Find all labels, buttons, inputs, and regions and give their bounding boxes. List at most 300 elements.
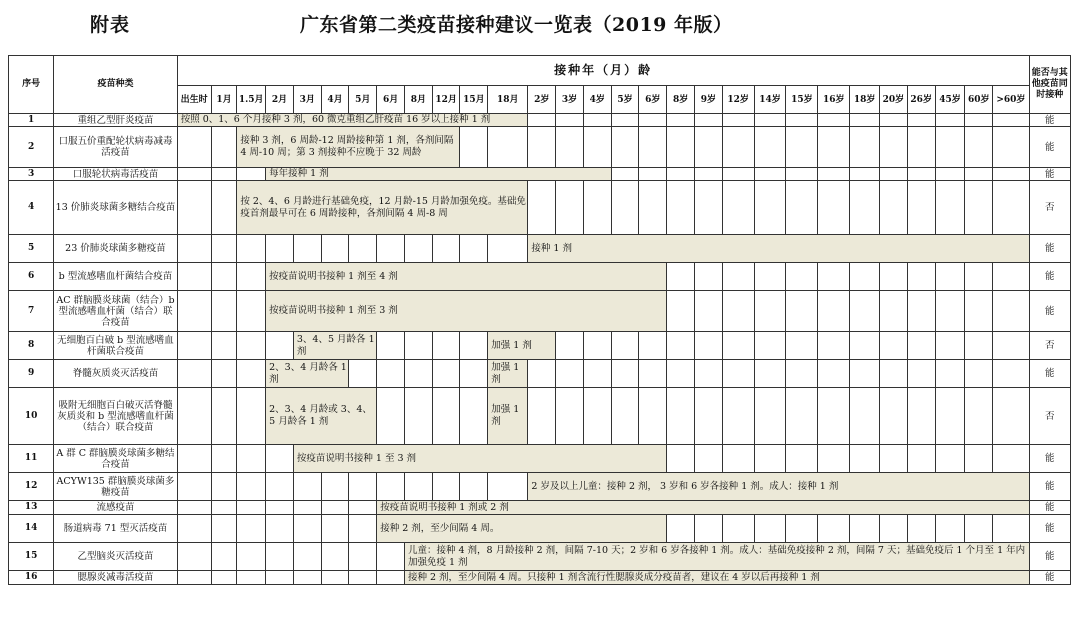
empty-cell: [639, 181, 667, 235]
empty-cell: [993, 263, 1029, 291]
empty-cell: [237, 332, 266, 360]
row-number: 4: [9, 181, 54, 235]
header-age: 12月: [432, 86, 460, 114]
empty-cell: [993, 127, 1029, 168]
empty-cell: [935, 332, 965, 360]
empty-cell: [237, 263, 266, 291]
header-vaccine: 疫苗种类: [54, 56, 177, 114]
empty-cell: [583, 181, 611, 235]
vaccine-name: ACYW135 群脑膜炎球菌多糖疫苗: [54, 473, 177, 501]
empty-cell: [266, 543, 294, 571]
table-row: [9, 473, 1071, 501]
empty-cell: [935, 127, 965, 168]
empty-cell: [237, 360, 266, 388]
header-age: 1月: [211, 86, 237, 114]
row-number: 11: [9, 445, 54, 473]
empty-cell: [694, 360, 722, 388]
vaccine-name: A 群 C 群脑膜炎球菌多糖结合疫苗: [54, 445, 177, 473]
vaccine-name: 腮腺炎减毒活疫苗: [54, 571, 177, 585]
empty-cell: [321, 235, 349, 263]
empty-cell: [556, 332, 584, 360]
empty-cell: [935, 388, 965, 445]
empty-cell: [993, 388, 1029, 445]
schedule-span: 接种 2 剂，至少间隔 4 周。: [377, 515, 667, 543]
empty-cell: [211, 571, 237, 585]
empty-cell: [293, 501, 321, 515]
empty-cell: [639, 388, 667, 445]
empty-cell: [786, 445, 818, 473]
empty-cell: [266, 515, 294, 543]
empty-cell: [377, 332, 405, 360]
coadmin-answer: 能: [1029, 263, 1070, 291]
empty-cell: [993, 291, 1029, 332]
table-row: [9, 571, 1071, 585]
empty-cell: [965, 291, 993, 332]
empty-cell: [639, 168, 667, 181]
empty-cell: [432, 235, 460, 263]
empty-cell: [177, 291, 211, 332]
empty-cell: [965, 388, 993, 445]
empty-cell: [321, 501, 349, 515]
empty-cell: [722, 263, 754, 291]
schedule-span: 加强 1 剂: [488, 388, 528, 445]
empty-cell: [786, 263, 818, 291]
empty-cell: [211, 168, 237, 181]
table-row: [9, 388, 1071, 445]
row-number: 5: [9, 235, 54, 263]
empty-cell: [211, 543, 237, 571]
empty-cell: [611, 114, 639, 127]
table-row: [9, 291, 1071, 332]
empty-cell: [237, 445, 266, 473]
empty-cell: [694, 291, 722, 332]
header-age: 1.5月: [237, 86, 266, 114]
vaccine-name: 脊髓灰质炎灭活疫苗: [54, 360, 177, 388]
empty-cell: [266, 501, 294, 515]
row-number: 16: [9, 571, 54, 585]
header-age: 15月: [460, 86, 488, 114]
empty-cell: [880, 114, 908, 127]
row-number: 3: [9, 168, 54, 181]
empty-cell: [722, 114, 754, 127]
empty-cell: [211, 263, 237, 291]
empty-cell: [432, 473, 460, 501]
empty-cell: [786, 291, 818, 332]
empty-cell: [583, 388, 611, 445]
schedule-span: 按照 0、1、6 个月接种 3 剂，60 微克重组乙肝疫苗 16 岁以上接种 1 剂: [177, 114, 528, 127]
coadmin-answer: 能: [1029, 543, 1070, 571]
empty-cell: [818, 388, 850, 445]
empty-cell: [349, 473, 377, 501]
empty-cell: [177, 168, 211, 181]
header-age: 15岁: [786, 86, 818, 114]
empty-cell: [907, 445, 935, 473]
header-age: 18岁: [850, 86, 880, 114]
empty-cell: [293, 543, 321, 571]
empty-cell: [993, 445, 1029, 473]
schedule-span: 加强 1 剂: [488, 360, 528, 388]
empty-cell: [818, 181, 850, 235]
empty-cell: [667, 360, 695, 388]
empty-cell: [907, 127, 935, 168]
empty-cell: [907, 515, 935, 543]
empty-cell: [177, 501, 211, 515]
empty-cell: [349, 360, 377, 388]
schedule-span: 接种 3 剂，6 周龄-12 周龄接种第 1 剂，各剂间隔 4 周-10 周；第 3 剂接种不应晚于 32 周龄: [237, 127, 460, 168]
empty-cell: [237, 501, 266, 515]
empty-cell: [639, 360, 667, 388]
empty-cell: [754, 127, 786, 168]
empty-cell: [377, 360, 405, 388]
vaccine-name: 23 价肺炎球菌多糖疫苗: [54, 235, 177, 263]
empty-cell: [177, 388, 211, 445]
coadmin-answer: 能: [1029, 445, 1070, 473]
empty-cell: [880, 291, 908, 332]
empty-cell: [694, 181, 722, 235]
table-row: [9, 360, 1071, 388]
empty-cell: [965, 127, 993, 168]
empty-cell: [377, 388, 405, 445]
empty-cell: [611, 181, 639, 235]
header-age: 8月: [404, 86, 432, 114]
empty-cell: [754, 168, 786, 181]
coadmin-answer: 否: [1029, 388, 1070, 445]
empty-cell: [935, 181, 965, 235]
empty-cell: [786, 515, 818, 543]
empty-cell: [293, 473, 321, 501]
empty-cell: [177, 263, 211, 291]
header-seq: 序号: [9, 56, 54, 114]
empty-cell: [786, 127, 818, 168]
empty-cell: [965, 445, 993, 473]
empty-cell: [177, 473, 211, 501]
empty-cell: [818, 332, 850, 360]
empty-cell: [935, 263, 965, 291]
empty-cell: [935, 515, 965, 543]
schedule-span: 2、3、4 月龄各 1 剂: [266, 360, 349, 388]
empty-cell: [432, 360, 460, 388]
header-age: 4月: [321, 86, 349, 114]
vaccine-schedule-table: [8, 55, 1071, 585]
empty-cell: [611, 127, 639, 168]
schedule-span: 按疫苗说明书接种 1 剂或 2 剂: [377, 501, 1029, 515]
empty-cell: [880, 388, 908, 445]
empty-cell: [694, 168, 722, 181]
empty-cell: [786, 168, 818, 181]
schedule-span: 每年接种 1 剂: [266, 168, 612, 181]
empty-cell: [377, 473, 405, 501]
empty-cell: [850, 388, 880, 445]
empty-cell: [266, 445, 294, 473]
empty-cell: [880, 181, 908, 235]
empty-cell: [177, 181, 211, 235]
table-row: [9, 263, 1071, 291]
empty-cell: [722, 181, 754, 235]
empty-cell: [583, 332, 611, 360]
empty-cell: [237, 473, 266, 501]
empty-cell: [237, 543, 266, 571]
row-number: 15: [9, 543, 54, 571]
vaccine-name: 13 价肺炎球菌多糖结合疫苗: [54, 181, 177, 235]
empty-cell: [611, 360, 639, 388]
empty-cell: [211, 235, 237, 263]
empty-cell: [786, 388, 818, 445]
schedule-span: 儿童：接种 4 剂，8 月龄接种 2 剂，间隔 7-10 天；2 岁和 6 岁各接种 1 剂。成人：基础免疫接种 2 剂，间隔 7 天；基础免疫后 1 个月至 1 年内加强免疫 1 剂: [404, 543, 1029, 571]
schedule-span: 3、4、5 月龄各 1 剂: [293, 332, 376, 360]
coadmin-answer: 能: [1029, 571, 1070, 585]
empty-cell: [556, 388, 584, 445]
header-age: 5月: [349, 86, 377, 114]
empty-cell: [818, 515, 850, 543]
empty-cell: [722, 360, 754, 388]
empty-cell: [211, 445, 237, 473]
empty-cell: [293, 235, 321, 263]
empty-cell: [993, 168, 1029, 181]
header-age: 2岁: [528, 86, 556, 114]
schedule-span: 按疫苗说明书接种 1 至 3 剂: [293, 445, 666, 473]
empty-cell: [321, 571, 349, 585]
empty-cell: [754, 445, 786, 473]
empty-cell: [667, 445, 695, 473]
empty-cell: [211, 127, 237, 168]
empty-cell: [965, 360, 993, 388]
empty-cell: [850, 263, 880, 291]
empty-cell: [907, 360, 935, 388]
empty-cell: [850, 127, 880, 168]
empty-cell: [377, 543, 405, 571]
empty-cell: [818, 445, 850, 473]
schedule-span: 2 岁及以上儿童：接种 2 剂， 3 岁和 6 岁各接种 1 剂。成人：接种 1 剂: [528, 473, 1029, 501]
empty-cell: [818, 127, 850, 168]
empty-cell: [850, 168, 880, 181]
empty-cell: [488, 127, 528, 168]
empty-cell: [850, 114, 880, 127]
empty-cell: [404, 388, 432, 445]
empty-cell: [211, 501, 237, 515]
row-number: 6: [9, 263, 54, 291]
empty-cell: [639, 127, 667, 168]
empty-cell: [694, 445, 722, 473]
empty-cell: [211, 291, 237, 332]
empty-cell: [377, 235, 405, 263]
empty-cell: [667, 168, 695, 181]
empty-cell: [880, 168, 908, 181]
empty-cell: [722, 291, 754, 332]
empty-cell: [488, 473, 528, 501]
row-number: 7: [9, 291, 54, 332]
empty-cell: [349, 501, 377, 515]
header-age: 2月: [266, 86, 294, 114]
header-coadmin: 能否与其他疫苗同时接种: [1029, 56, 1070, 114]
header-age: 3岁: [556, 86, 584, 114]
empty-cell: [818, 263, 850, 291]
schedule-span: 按疫苗说明书接种 1 剂至 4 剂: [266, 263, 667, 291]
empty-cell: [460, 388, 488, 445]
empty-cell: [754, 114, 786, 127]
header-age-group: 接种年（月）龄: [177, 56, 1029, 86]
empty-cell: [177, 445, 211, 473]
empty-cell: [694, 114, 722, 127]
empty-cell: [211, 515, 237, 543]
empty-cell: [786, 114, 818, 127]
document-title: 广东省第二类疫苗接种建议一览表（2019 年版）: [300, 14, 733, 36]
row-number: 13: [9, 501, 54, 515]
empty-cell: [722, 332, 754, 360]
header-age: 60岁: [965, 86, 993, 114]
empty-cell: [583, 127, 611, 168]
empty-cell: [349, 235, 377, 263]
empty-cell: [754, 332, 786, 360]
empty-cell: [237, 168, 266, 181]
schedule-span: 按疫苗说明书接种 1 剂至 3 剂: [266, 291, 667, 332]
empty-cell: [667, 114, 695, 127]
coadmin-answer: 能: [1029, 291, 1070, 332]
empty-cell: [460, 473, 488, 501]
header-age: >60岁: [993, 86, 1029, 114]
empty-cell: [321, 473, 349, 501]
header-age: 18月: [488, 86, 528, 114]
empty-cell: [907, 291, 935, 332]
empty-cell: [935, 168, 965, 181]
empty-cell: [321, 515, 349, 543]
coadmin-answer: 能: [1029, 360, 1070, 388]
empty-cell: [611, 332, 639, 360]
empty-cell: [528, 360, 556, 388]
empty-cell: [880, 263, 908, 291]
appendix-label: 附表: [90, 14, 131, 36]
empty-cell: [404, 473, 432, 501]
empty-cell: [754, 360, 786, 388]
schedule-span: 接种 1 剂: [528, 235, 1029, 263]
header-age: 9岁: [694, 86, 722, 114]
empty-cell: [639, 332, 667, 360]
empty-cell: [667, 388, 695, 445]
empty-cell: [880, 360, 908, 388]
empty-cell: [935, 445, 965, 473]
empty-cell: [432, 388, 460, 445]
empty-cell: [694, 127, 722, 168]
empty-cell: [907, 114, 935, 127]
empty-cell: [850, 515, 880, 543]
vaccine-name: 乙型脑炎灭活疫苗: [54, 543, 177, 571]
empty-cell: [460, 332, 488, 360]
empty-cell: [177, 332, 211, 360]
empty-cell: [556, 127, 584, 168]
empty-cell: [528, 114, 556, 127]
table-row: [9, 168, 1071, 181]
coadmin-answer: 能: [1029, 501, 1070, 515]
empty-cell: [266, 235, 294, 263]
empty-cell: [694, 263, 722, 291]
empty-cell: [583, 360, 611, 388]
table-row: [9, 515, 1071, 543]
empty-cell: [880, 515, 908, 543]
empty-cell: [935, 114, 965, 127]
empty-cell: [237, 235, 266, 263]
header-age: 出生时: [177, 86, 211, 114]
coadmin-answer: 能: [1029, 473, 1070, 501]
empty-cell: [880, 332, 908, 360]
empty-cell: [211, 181, 237, 235]
header-age: 12岁: [722, 86, 754, 114]
empty-cell: [754, 388, 786, 445]
empty-cell: [850, 445, 880, 473]
empty-cell: [935, 291, 965, 332]
empty-cell: [404, 332, 432, 360]
header-age: 8岁: [667, 86, 695, 114]
vaccine-name: 吸附无细胞百白破灭活脊髓灰质炎和 b 型流感嗜血杆菌（结合）联合疫苗: [54, 388, 177, 445]
empty-cell: [993, 332, 1029, 360]
empty-cell: [850, 291, 880, 332]
vaccine-name: b 型流感嗜血杆菌结合疫苗: [54, 263, 177, 291]
schedule-span: 加强 1 剂: [488, 332, 556, 360]
coadmin-answer: 否: [1029, 181, 1070, 235]
header-age: 4岁: [583, 86, 611, 114]
table-row: [9, 543, 1071, 571]
table-row: [9, 127, 1071, 168]
empty-cell: [556, 181, 584, 235]
empty-cell: [266, 473, 294, 501]
empty-cell: [321, 543, 349, 571]
vaccine-name: 口服轮状病毒活疫苗: [54, 168, 177, 181]
empty-cell: [907, 168, 935, 181]
empty-cell: [722, 168, 754, 181]
empty-cell: [177, 543, 211, 571]
empty-cell: [965, 181, 993, 235]
coadmin-answer: 能: [1029, 114, 1070, 127]
empty-cell: [528, 127, 556, 168]
empty-cell: [177, 571, 211, 585]
empty-cell: [722, 388, 754, 445]
empty-cell: [177, 235, 211, 263]
empty-cell: [667, 181, 695, 235]
empty-cell: [460, 127, 488, 168]
empty-cell: [850, 332, 880, 360]
empty-cell: [177, 515, 211, 543]
empty-cell: [993, 515, 1029, 543]
empty-cell: [935, 360, 965, 388]
empty-cell: [237, 571, 266, 585]
header-age: 6月: [377, 86, 405, 114]
empty-cell: [488, 235, 528, 263]
empty-cell: [818, 360, 850, 388]
empty-cell: [349, 571, 377, 585]
table-row: [9, 332, 1071, 360]
empty-cell: [611, 388, 639, 445]
empty-cell: [850, 360, 880, 388]
empty-cell: [460, 360, 488, 388]
vaccine-name: 重组乙型肝炎疫苗: [54, 114, 177, 127]
schedule-span: 按 2、4、6 月龄进行基础免疫，12 月龄-15 月龄加强免疫。基础免疫首剂最早可在 6 周龄接种，各剂间隔 4 周-8 周: [237, 181, 528, 235]
empty-cell: [404, 235, 432, 263]
header-age: 6岁: [639, 86, 667, 114]
row-number: 1: [9, 114, 54, 127]
table-row: [9, 501, 1071, 515]
empty-cell: [667, 263, 695, 291]
empty-cell: [786, 181, 818, 235]
empty-cell: [965, 515, 993, 543]
row-number: 2: [9, 127, 54, 168]
empty-cell: [211, 332, 237, 360]
empty-cell: [293, 515, 321, 543]
empty-cell: [177, 360, 211, 388]
header-age: 26岁: [907, 86, 935, 114]
empty-cell: [754, 515, 786, 543]
header-age: 45岁: [935, 86, 965, 114]
header-age: 5岁: [611, 86, 639, 114]
empty-cell: [694, 515, 722, 543]
vaccine-name: 流感疫苗: [54, 501, 177, 515]
